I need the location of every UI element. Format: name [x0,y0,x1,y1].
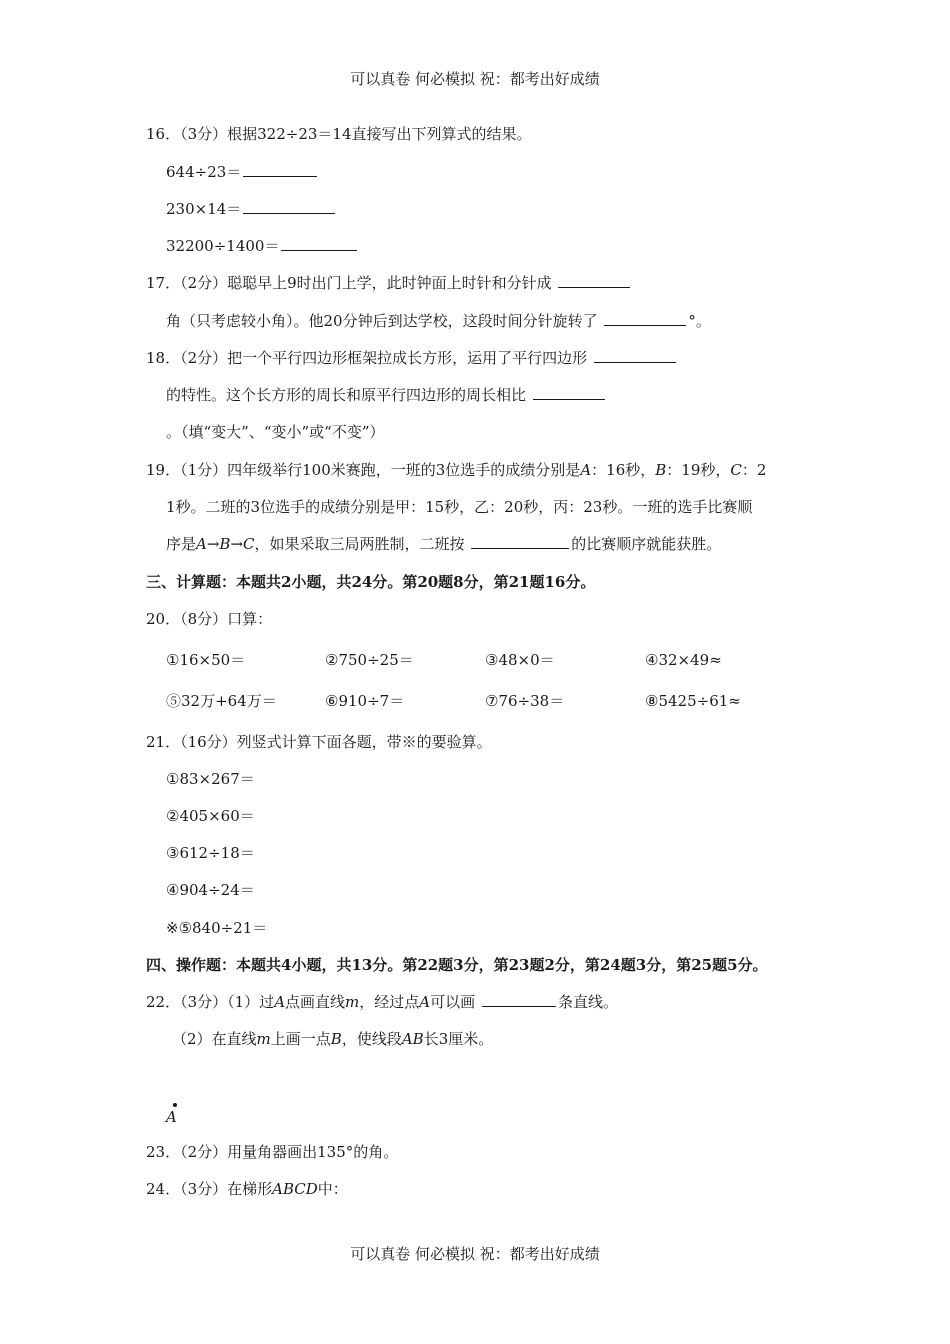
q20-stem: 20．（8分）口算： [146,610,273,628]
q19-line3 [166,534,721,554]
q20-item-2: ②750÷25＝ [325,651,414,669]
q19-line3a: 序是 [166,535,197,553]
q24-stem [146,1179,348,1199]
q19-line1c: ：19秒， [666,461,731,479]
q20-item-7: ⑦76÷38＝ [485,692,565,710]
q22-var-a: A [274,993,286,1011]
q22-line1a: 22．（3分）（1）过 [146,993,275,1011]
q17-line2b-text: °。 [688,312,711,330]
q19-line2: 1秒。二班的3位选手的成绩分别是甲：15秒，乙：20秒，丙：23秒。一班的选手比赛顺 [166,498,753,516]
q23-stem: 23．（2分）用量角器画出135°的角。 [146,1143,399,1161]
q16-item-a [166,162,319,182]
q21-item-4: ④904÷24＝ [166,881,255,899]
q18-blank1[interactable] [594,348,676,363]
q16-c-blank[interactable] [281,236,357,251]
q22-line2b: 上画一点 [270,1030,331,1048]
q16-stem: 16．（3分）根据322÷23＝14直接写出下列算式的结果。 [146,125,532,143]
point-a-dot [173,1103,177,1107]
q20-item-3: ③48×0＝ [485,651,555,669]
q22-var-ab: AB [401,1030,424,1048]
q22-line1e: 条直线。 [557,993,618,1011]
q21-item-3: ③612÷18＝ [166,844,255,862]
q19-line3c: 的比赛顺序就能获胜。 [571,535,722,553]
section-3-heading: 三、计算题：本题共2小题，共24分。第20题8分，第21题16分。 [146,573,596,591]
q19-order: A→B→C [196,535,255,553]
q21-stem: 21．（16分）列竖式计算下面各题，带※的要验算。 [146,733,492,751]
section-4-heading: 四、操作题：本题共4小题，共13分。第22题3分，第23题2分，第24题3分，第25题5分。 [146,956,768,974]
q19-blank[interactable] [471,534,569,549]
q16-item-c [166,236,359,256]
q16-item-b [166,199,337,219]
q22-var-b: B [330,1030,342,1048]
q18-line1-text: 18．（2分）把一个平行四边形框架拉成长方形，运用了平行四边形 [146,349,588,367]
q16-b-text: 230×14＝ [166,200,242,218]
q17-blank2[interactable] [604,311,686,326]
q22-line1d: 可以画 [430,993,476,1011]
q20-item-1: ①16×50＝ [166,651,246,669]
q20-item-6: ⑥910÷7＝ [325,692,405,710]
q16-c-text: 32200÷1400＝ [166,237,280,255]
q18-line2 [166,385,607,405]
point-a-label: A [166,1108,177,1126]
q19-var-b: B [655,461,667,479]
q22-line2c: ，使线段 [341,1030,402,1048]
q22-line2d: 长3厘米。 [423,1030,494,1048]
q19-var-c: C [730,461,742,479]
q22-var-a2: A [419,993,431,1011]
q19-line1b: ：16秒， [591,461,656,479]
q24-a: 24．（3分）在梯形 [146,1180,273,1198]
page-footer: 可以真卷 何必模拟 祝：都考出好成绩 [350,1245,600,1263]
q16-b-blank[interactable] [243,199,335,214]
q24-b: 中： [317,1180,348,1198]
q18-line3: 。（填“变大”、“变小”或“不变”） [166,423,385,441]
q22-line2 [172,1029,493,1049]
q24-name: ABCD [272,1180,318,1198]
q19-line3b: ，如果采取三局两胜制，二班按 [254,535,465,553]
q22-var-m: m [345,993,360,1011]
q22-blank[interactable] [482,992,556,1007]
q21-item-2: ②405×60＝ [166,807,255,825]
page-header: 可以真卷 何必模拟 祝：都考出好成绩 [350,70,600,88]
q22-line1 [146,992,618,1012]
q17-line2 [166,311,711,331]
q22-line1b: 点画直线 [285,993,346,1011]
q17-line1 [146,273,632,293]
q18-line2-text: 的特性。这个长方形的周长和原平行四边形的周长相比 [166,386,527,404]
q19-line1a: 19．（1分）四年级举行100米赛跑，一班的3位选手的成绩分别是 [146,461,581,479]
q22-line1c: ，经过点 [359,993,420,1011]
q22-var-m2: m [256,1030,271,1048]
q18-line1 [146,348,678,368]
q16-a-text: 644÷23＝ [166,163,242,181]
q19-line1 [146,460,766,480]
q17-line2a-text: 角（只考虑较小角）。他20分钟后到达学校，这段时间分针旋转了 [166,312,598,330]
q20-item-8: ⑧5425÷61≈ [645,692,741,710]
q20-item-4: ④32×49≈ [645,651,722,669]
q18-blank2[interactable] [533,385,605,400]
q19-line1d: ：2 [741,461,767,479]
q20-item-5: ⑤32万+64万＝ [166,692,277,710]
q19-var-a: A [580,461,592,479]
q17-line1-text: 17．（2分）聪聪早上9时出门上学，此时钟面上时针和分针成 [146,274,552,292]
q22-line2a: （2）在直线 [172,1030,257,1048]
q16-a-blank[interactable] [243,162,317,177]
q21-item-5: ※⑤840÷21＝ [166,919,268,937]
q21-item-1: ①83×267＝ [166,770,255,788]
q17-blank1[interactable] [558,273,630,288]
